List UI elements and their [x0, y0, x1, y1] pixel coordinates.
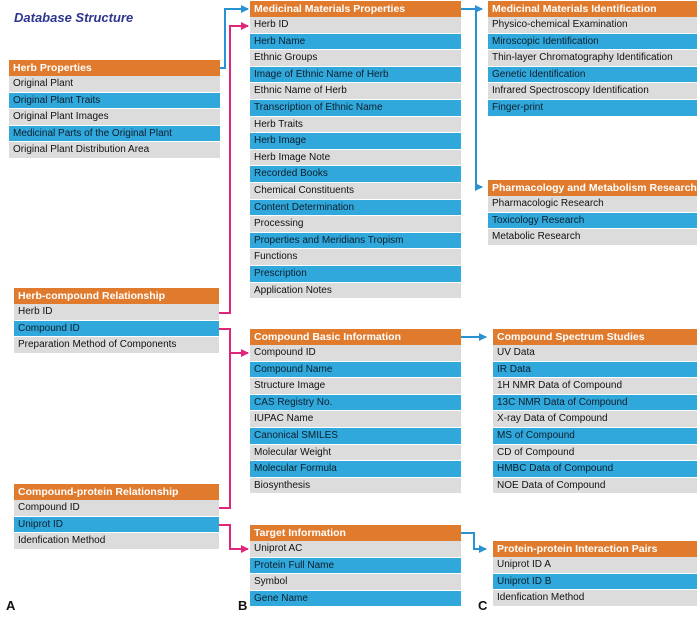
- table-row: Content Determination: [250, 200, 461, 217]
- table-row: IR Data: [493, 362, 697, 379]
- table-row: Physico-chemical Examination: [488, 17, 697, 34]
- panel-label-b: B: [238, 598, 248, 613]
- table-row: Original Plant: [9, 76, 220, 93]
- table-header: Protein-protein Interaction Pairs: [493, 541, 697, 557]
- table-row: Toxicology Research: [488, 213, 697, 230]
- table-row: Transcription of Ethnic Name: [250, 100, 461, 117]
- table-row: Miroscopic Identification: [488, 34, 697, 51]
- table-row: UV Data: [493, 345, 697, 362]
- diagram-title: Database Structure: [14, 10, 134, 25]
- table-row: Ethnic Name of Herb: [250, 83, 461, 100]
- table-row: Idenfication Method: [493, 590, 697, 607]
- table-header: Compound Spectrum Studies: [493, 329, 697, 345]
- table-row: Uniprot ID A: [493, 557, 697, 574]
- table-row: Idenfication Method: [14, 533, 219, 550]
- table-row: Biosynthesis: [250, 478, 461, 495]
- panel-label-c: C: [478, 598, 488, 613]
- table-medicinal-materials-identification: [488, 1, 697, 117]
- table-row: Molecular Weight: [250, 445, 461, 462]
- table-header: Medicinal Materials Identification: [488, 1, 697, 17]
- table-row: Prescription: [250, 266, 461, 283]
- connector-medmat-to-pharma: [462, 9, 482, 187]
- table-row: Compound ID: [250, 345, 461, 362]
- table-row: Gene Name: [250, 591, 461, 608]
- table-row: NOE Data of Compound: [493, 478, 697, 495]
- table-row: CAS Registry No.: [250, 395, 461, 412]
- table-row: CD of Compound: [493, 445, 697, 462]
- table-medicinal-materials-properties: [250, 1, 461, 299]
- table-row: Metabolic Research: [488, 229, 697, 246]
- panel-label-a: A: [6, 598, 16, 613]
- table-header: Herb-compound Relationship: [14, 288, 219, 304]
- table-row: 13C NMR Data of Compound: [493, 395, 697, 412]
- table-header: Target Information: [250, 525, 461, 541]
- table-row: Herb Image Note: [250, 150, 461, 167]
- table-row: Protein Full Name: [250, 558, 461, 575]
- table-row: Functions: [250, 249, 461, 266]
- table-row: Preparation Method of Components: [14, 337, 219, 354]
- table-compound-basic-information: [250, 329, 461, 494]
- table-row: Herb Traits: [250, 117, 461, 134]
- table-row: Properties and Meridians Tropism: [250, 233, 461, 250]
- table-herb-properties: [9, 60, 220, 159]
- table-row: Herb Name: [250, 34, 461, 51]
- table-compound-spectrum-studies: [493, 329, 697, 494]
- table-row: Original Plant Distribution Area: [9, 142, 220, 159]
- table-compound-protein-relationship: [14, 484, 219, 550]
- table-header: Herb Properties: [9, 60, 220, 76]
- table-row: IUPAC Name: [250, 411, 461, 428]
- table-row: Processing: [250, 216, 461, 233]
- table-row: Compound ID: [14, 321, 219, 338]
- table-row: Uniprot ID: [14, 517, 219, 534]
- table-row: Original Plant Images: [9, 109, 220, 126]
- table-row: Chemical Constituents: [250, 183, 461, 200]
- table-row: Canonical SMILES: [250, 428, 461, 445]
- table-pharmacology-metabolism-research: [488, 180, 697, 246]
- table-row: Genetic Identification: [488, 67, 697, 84]
- table-row: Infrared Spectroscopy Identification: [488, 83, 697, 100]
- table-row: Pharmacologic Research: [488, 196, 697, 213]
- table-row: Medicinal Parts of the Original Plant: [9, 126, 220, 143]
- table-row: Uniprot AC: [250, 541, 461, 558]
- table-row: Herb Image: [250, 133, 461, 150]
- table-row: Original Plant Traits: [9, 93, 220, 110]
- table-row: Molecular Formula: [250, 461, 461, 478]
- table-row: X-ray Data of Compound: [493, 411, 697, 428]
- table-row: Herb ID: [14, 304, 219, 321]
- table-row: Ethnic Groups: [250, 50, 461, 67]
- table-header: Medicinal Materials Properties: [250, 1, 461, 17]
- table-header: Pharmacology and Metabolism Research: [488, 180, 697, 196]
- table-herb-compound-relationship: [14, 288, 219, 354]
- table-row: Finger-print: [488, 100, 697, 117]
- table-row: Compound ID: [14, 500, 219, 517]
- table-row: Recorded Books: [250, 166, 461, 183]
- table-row: Herb ID: [250, 17, 461, 34]
- table-protein-protein-interaction-pairs: [493, 541, 697, 607]
- table-row: Symbol: [250, 574, 461, 591]
- table-row: Thin-layer Chromatography Identification: [488, 50, 697, 67]
- table-row: Structure Image: [250, 378, 461, 395]
- table-row: HMBC Data of Compound: [493, 461, 697, 478]
- table-row: 1H NMR Data of Compound: [493, 378, 697, 395]
- table-row: Uniprot ID B: [493, 574, 697, 591]
- table-header: Compound Basic Information: [250, 329, 461, 345]
- table-row: Application Notes: [250, 283, 461, 300]
- table-row: Compound Name: [250, 362, 461, 379]
- table-row: Image of Ethnic Name of Herb: [250, 67, 461, 84]
- table-target-information: [250, 525, 461, 607]
- table-header: Compound-protein Relationship: [14, 484, 219, 500]
- table-row: MS of Compound: [493, 428, 697, 445]
